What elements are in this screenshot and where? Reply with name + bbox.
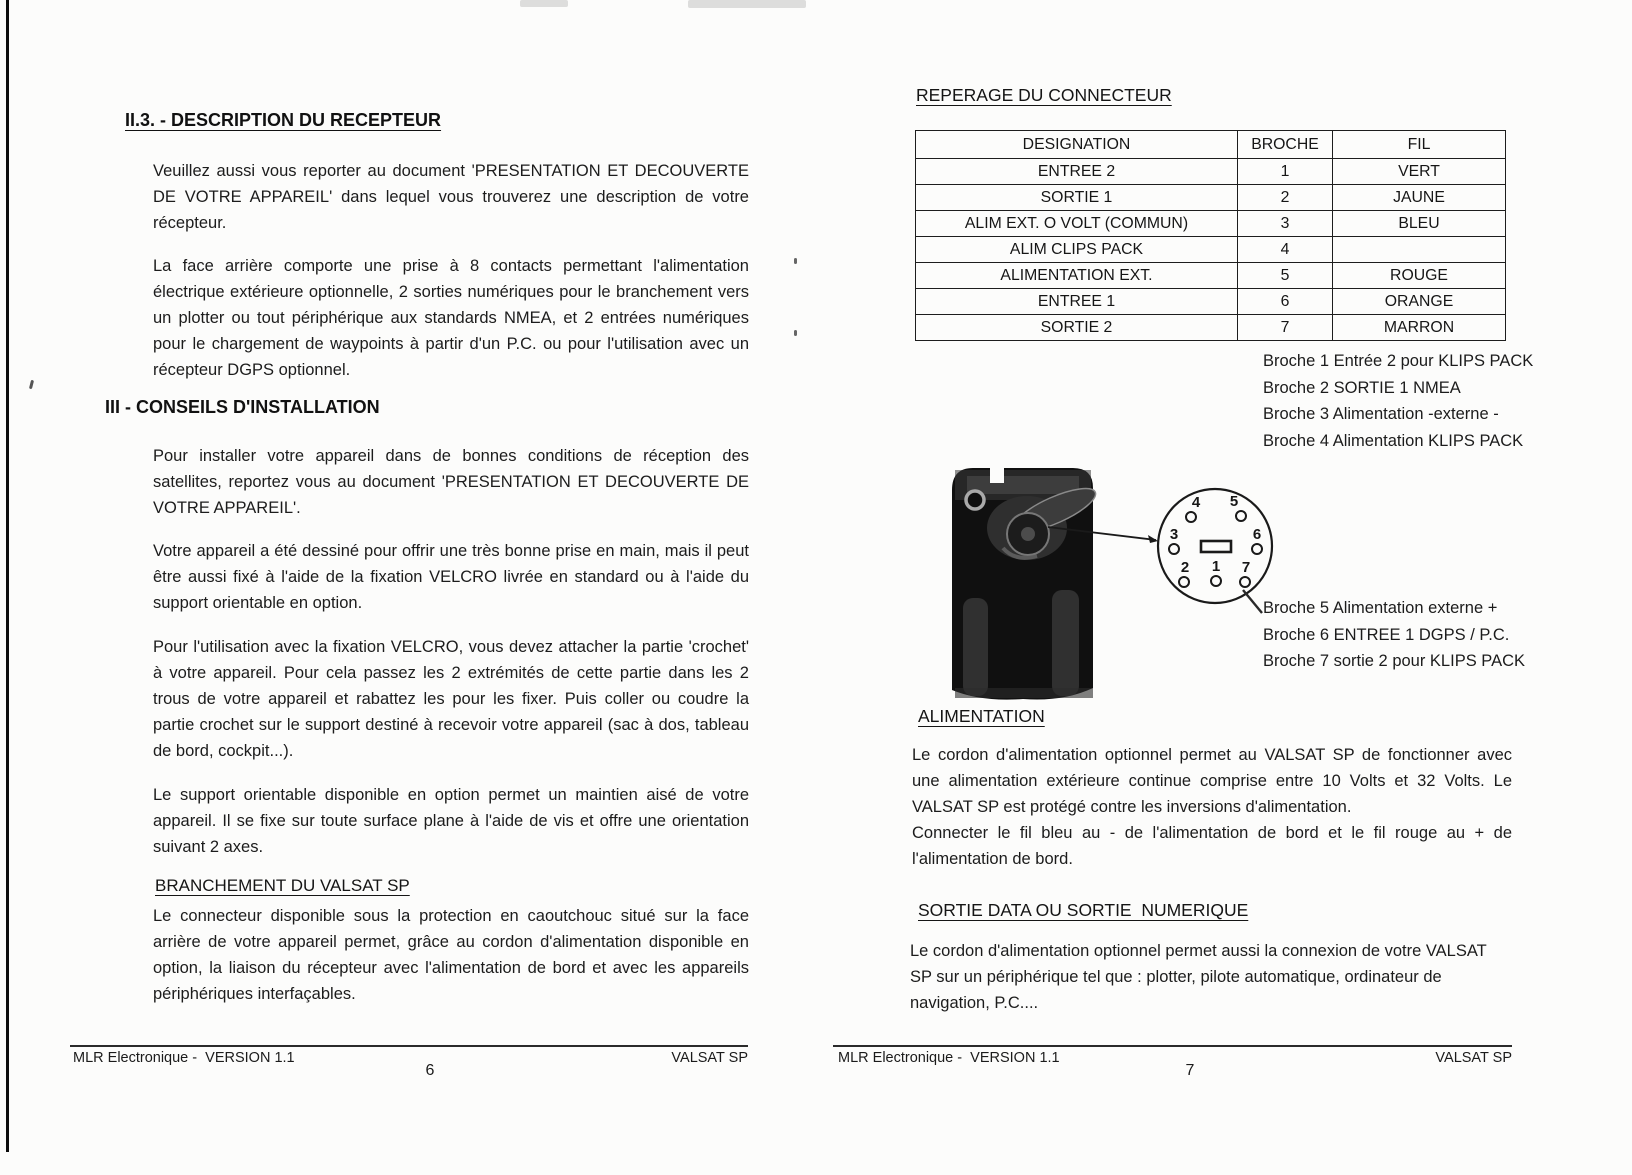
note-broche-1: Broche 1 Entrée 2 pour KLIPS PACK bbox=[1263, 352, 1534, 370]
cell-fil bbox=[1333, 237, 1506, 263]
table-row bbox=[916, 289, 1506, 315]
broche-notes-top bbox=[1263, 348, 1533, 454]
paragraph-sortie-data: Le cordon d'alimentation optionnel permet aussi la connexion de votre VALSAT SP sur un périphérique tel que : plotter, pilote automatique, ordinateur de navigation, P.C.... bbox=[910, 942, 1487, 1012]
paragraph-face-arriere: La face arrière comporte une prise à 8 contacts permettant l'alimentation électrique extérieure optionnelle, 2 sorties numériques pour le branchement vers un plotter ou tout périphérique aux standards NMEA, et 2 entrées numériques pour le chargement de waypoints à partir d'un P.C. ou pour l'utilisation avec un récepteur DGPS optionnel. bbox=[153, 257, 749, 379]
pin-label-4: 4 bbox=[1191, 494, 1201, 511]
connector-table bbox=[915, 130, 1506, 341]
paragraph-velcro: Pour l'utilisation avec la fixation VELCRO, vous devez attacher la partie 'crochet' à votre appareil. Pour cela passez les 2 extrémités de cette partie dans les 2 trous de votre appareil et rabattez les pour les fixer. Puis coller ou coudre la partie crochet sur le support destiné à recevoir votre appareil (sac à dos, tableau de bord, cockpit...). bbox=[153, 638, 749, 760]
page-number-7: 7 bbox=[1185, 1062, 1195, 1079]
heading-description-recepteur: II.3. - DESCRIPTION DU RECEPTEUR bbox=[125, 110, 442, 130]
footer-product-left-page: VALSAT SP bbox=[671, 1050, 748, 1066]
pin-hole-4 bbox=[1186, 512, 1196, 522]
cell-fil: VERT bbox=[1333, 159, 1506, 185]
scan-stroke bbox=[1243, 590, 1262, 613]
table-header-row bbox=[916, 131, 1506, 159]
cell-fil: ROUGE bbox=[1333, 263, 1506, 289]
paragraph-dessine: Votre appareil a été dessiné pour offrir une très bonne prise en main, mais il peut être aussi fixé à l'aide de la fixation VELCRO livrée en standard ou à l'aide du support orientable en option. bbox=[153, 542, 749, 612]
col-header-fil: FIL bbox=[1333, 131, 1506, 159]
scan-speck bbox=[794, 258, 797, 264]
cell-designation: ALIMENTATION EXT. bbox=[916, 263, 1238, 289]
pin-hole-2 bbox=[1179, 577, 1189, 587]
pin-label-2: 2 bbox=[1180, 559, 1190, 576]
heading-sortie-data: SORTIE DATA OU SORTIE NUMERIQUE bbox=[918, 900, 1249, 920]
cell-broche: 1 bbox=[1238, 159, 1333, 185]
heading-conseils-installation: III - CONSEILS D'INSTALLATION bbox=[105, 397, 380, 417]
heading-reperage-connecteur: REPERAGE DU CONNECTEUR bbox=[916, 85, 1172, 105]
note-broche-6: Broche 6 ENTREE 1 DGPS / P.C. bbox=[1263, 625, 1510, 644]
cell-designation: SORTIE 2 bbox=[916, 315, 1238, 341]
pin-hole-1 bbox=[1211, 576, 1221, 586]
paragraph-connecteur: Le connecteur disponible sous la protection en caoutchouc situé sur la face arrière de votre appareil permet, grâce au cordon d'alimentation disponible en option, la liaison du récepteur avec l'alimentation de bord et avec les appareils périphériques interfaçables. bbox=[153, 907, 749, 1003]
col-header-broche: BROCHE bbox=[1238, 131, 1333, 159]
cell-broche: 5 bbox=[1238, 263, 1333, 289]
cell-designation: ALIM EXT. O VOLT (COMMUN) bbox=[916, 211, 1238, 237]
cell-designation: ALIM CLIPS PACK bbox=[916, 237, 1238, 263]
screw-hole bbox=[966, 491, 984, 509]
pin-label-6: 6 bbox=[1252, 526, 1262, 543]
scan-speck bbox=[29, 380, 34, 389]
footer-brand-right-page: MLR Electronique - VERSION 1.1 bbox=[838, 1050, 1060, 1066]
heading-alimentation: ALIMENTATION bbox=[918, 706, 1045, 726]
cell-designation: SORTIE 1 bbox=[916, 185, 1238, 211]
note-broche-3: Broche 3 Alimentation -externe - bbox=[1263, 405, 1499, 423]
cell-fil: BLEU bbox=[1333, 211, 1506, 237]
table-row bbox=[916, 211, 1506, 237]
leader-arrowhead bbox=[1148, 535, 1158, 543]
note-broche-4: Broche 4 Alimentation KLIPS PACK bbox=[1263, 431, 1524, 450]
key-slot bbox=[1201, 541, 1231, 552]
page-number-6: 6 bbox=[425, 1062, 435, 1079]
cell-broche: 2 bbox=[1238, 185, 1333, 211]
pin-hole-6 bbox=[1252, 544, 1262, 554]
pin-label-7: 7 bbox=[1241, 559, 1251, 576]
paragraph-installer: Pour installer votre appareil dans de bonnes conditions de réception des satellites, reportez vous au document 'PRESENTATION ET DECOUVERTE DE VOTRE APPAREIL'. bbox=[153, 447, 749, 517]
scan-speck bbox=[794, 330, 797, 336]
table-row bbox=[916, 315, 1506, 341]
scan-smudge bbox=[520, 0, 568, 7]
table-row bbox=[916, 237, 1506, 263]
footer-rule-left-page bbox=[70, 1045, 748, 1047]
scan-smudge bbox=[688, 0, 806, 8]
table-row bbox=[916, 159, 1506, 185]
cell-broche: 3 bbox=[1238, 211, 1333, 237]
cell-designation: ENTREE 1 bbox=[916, 289, 1238, 315]
cell-fil: ORANGE bbox=[1333, 289, 1506, 315]
footer-brand-left-page: MLR Electronique - VERSION 1.1 bbox=[73, 1050, 295, 1066]
broche-notes-bottom bbox=[1263, 595, 1525, 675]
pin-label-3: 3 bbox=[1169, 526, 1179, 543]
paragraph-reporter: Veuillez aussi vous reporter au document 'PRESENTATION ET DECOUVERTE DE VOTRE APPAREIL' dans lequel vous trouverez une description de votre récepteur. bbox=[153, 162, 749, 232]
note-broche-2: Broche 2 SORTIE 1 NMEA bbox=[1263, 378, 1461, 397]
footer-product-right-page: VALSAT SP bbox=[1435, 1050, 1512, 1066]
paragraph-connecter-fils: Connecter le fil bleu au - de l'alimentation de bord et le fil rouge au + de l'alimentation de bord. bbox=[912, 824, 1512, 868]
scan-edge-line bbox=[6, 0, 9, 1152]
paragraph-support-orientable: Le support orientable disponible en option permet un maintien aisé de votre appareil. Il se fixe sur toute surface plane à l'aide de vis et offre une orientation suivant 2 axes. bbox=[153, 786, 749, 856]
cell-broche: 6 bbox=[1238, 289, 1333, 315]
paragraph-alimentation: Le cordon d'alimentation optionnel permet au VALSAT SP de fonctionner avec une alimentation extérieure continue comprise entre 10 Volts et 32 Volts. Le VALSAT SP est protégé contre les inversions d'alimentation. bbox=[912, 746, 1512, 816]
pin-label-5: 5 bbox=[1229, 493, 1239, 510]
heading-branchement-valsat: BRANCHEMENT DU VALSAT SP bbox=[155, 876, 410, 895]
footer-rule-right-page bbox=[833, 1045, 1512, 1047]
cell-broche: 4 bbox=[1238, 237, 1333, 263]
pin-hole-7 bbox=[1240, 577, 1250, 587]
table-row bbox=[916, 185, 1506, 211]
pin-label-1: 1 bbox=[1211, 558, 1221, 575]
col-header-designation: DESIGNATION bbox=[916, 131, 1238, 159]
pinout-diagram bbox=[1158, 489, 1272, 603]
cell-fil: MARRON bbox=[1333, 315, 1506, 341]
cell-broche: 7 bbox=[1238, 315, 1333, 341]
pin-hole-3 bbox=[1169, 544, 1179, 554]
cell-fil: JAUNE bbox=[1333, 185, 1506, 211]
note-broche-5: Broche 5 Alimentation externe + bbox=[1263, 599, 1498, 617]
table-row bbox=[916, 263, 1506, 289]
alimentation-paragraphs bbox=[912, 742, 1512, 872]
cell-designation: ENTREE 2 bbox=[916, 159, 1238, 185]
pin-hole-5 bbox=[1236, 511, 1246, 521]
device-photo bbox=[952, 466, 1100, 700]
note-broche-7: Broche 7 sortie 2 pour KLIPS PACK bbox=[1263, 652, 1525, 670]
